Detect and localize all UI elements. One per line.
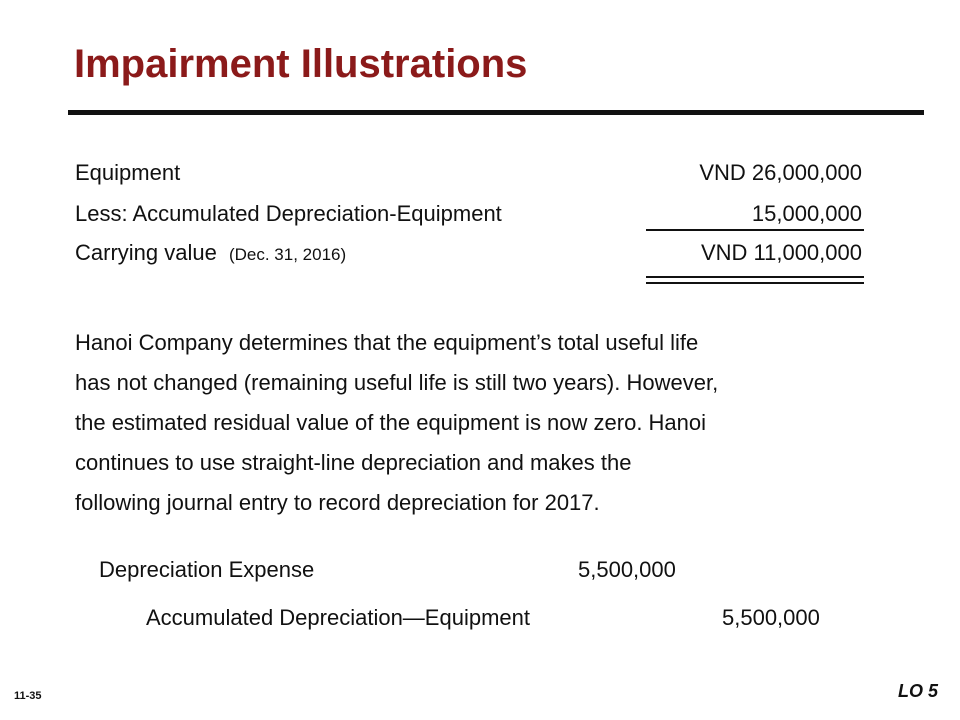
carrying-value-label: Carrying value bbox=[75, 240, 217, 265]
carrying-value-date: (Dec. 31, 2016) bbox=[228, 245, 347, 264]
subtotal-underline bbox=[646, 229, 864, 231]
journal-credit-amount: 5,500,000 bbox=[722, 605, 820, 630]
equipment-amount: VND 26,000,000 bbox=[699, 160, 862, 185]
accumulated-depreciation-amount: 15,000,000 bbox=[751, 201, 862, 226]
paragraph-line: the estimated residual value of the equipment is now zero. Hanoi bbox=[75, 410, 707, 435]
journal-credit-account: Accumulated Depreciation—Equipment bbox=[146, 605, 530, 630]
title-divider bbox=[68, 110, 924, 115]
total-double-underline-bottom bbox=[646, 282, 864, 284]
carrying-value-amount: VND 11,000,000 bbox=[700, 240, 862, 265]
paragraph-line: has not changed (remaining useful life is still two years). However, bbox=[75, 370, 719, 395]
paragraph-line: following journal entry to record depreciation for 2017. bbox=[75, 490, 600, 515]
paragraph-line: continues to use straight-line depreciation and makes the bbox=[75, 450, 632, 475]
carrying-value-row bbox=[75, 242, 346, 264]
explanation-paragraph bbox=[75, 323, 915, 523]
slide-title: Impairment Illustrations bbox=[74, 42, 528, 86]
journal-debit-account: Depreciation Expense bbox=[99, 557, 315, 582]
accumulated-depreciation-label: Less: Accumulated Depreciation-Equipment bbox=[75, 201, 502, 226]
equipment-label: Equipment bbox=[75, 160, 181, 185]
total-double-underline-top bbox=[646, 276, 864, 278]
learning-objective-tag: LO 5 bbox=[897, 681, 938, 701]
page-number: 11-35 bbox=[14, 690, 42, 702]
paragraph-line: Hanoi Company determines that the equipment’s total useful life bbox=[75, 330, 699, 355]
journal-debit-amount: 5,500,000 bbox=[578, 557, 676, 582]
